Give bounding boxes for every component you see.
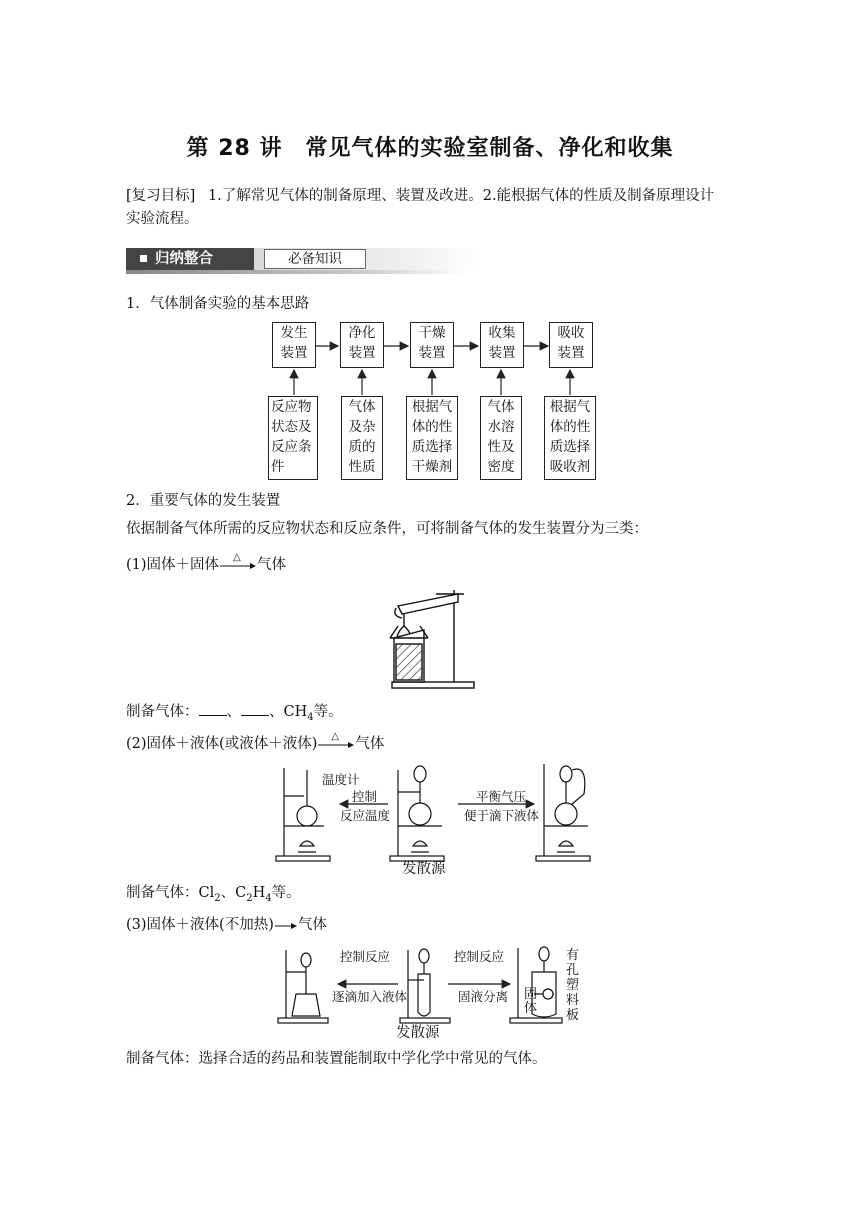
case3-right-arrow-bottom: 固液分离 [458,989,509,1004]
case2-right-arrow-top: 平衡气压 [476,789,527,804]
arrow-icon [274,918,298,932]
solid-label: 固体 [524,987,538,1016]
heat-arrow: △ [317,737,355,751]
box-purify: 净化 装置 [340,322,384,368]
plate-label: 有孔塑料板 [566,948,580,1023]
banner-right: 必备知识 [264,249,366,269]
case1-gases: 制备气体： 、 、$CH_4$等。 [126,701,343,729]
case2-left-arrow-bottom: 反应温度 [340,808,391,823]
box-absorb: 吸收 装置 [549,322,593,368]
case2-gases: 制备气体：$Cl_2$、$C_2H_4$等。 [126,885,301,904]
thermometer-label: 温度计 [322,772,360,787]
case3-right-arrow-top: 控制反应 [454,949,505,964]
review-label: [复习目标] [126,188,196,204]
section2-heading: 2．重要气体的发生装置 [126,493,281,509]
page-title: 第 28 讲 常见气体的实验室制备、净化和收集 [186,136,674,161]
case2-label: (2)固体＋液体(或液体＋液体) △ 气体 [126,731,385,752]
review-goals [126,185,746,207]
box-desiccant: 根据气 体的性 质选择 干燥剂 [406,396,458,480]
box-impurities: 气体 及杂 质的 性质 [341,396,383,480]
case2-right-arrow-bottom: 便于滴下液体 [464,808,540,823]
case1-label: (1)固体＋固体 △ 气体 [126,552,287,573]
square-icon [140,255,147,262]
apparatus-solid-liquid-unheated [274,944,594,1028]
case3-gases: 制备气体：选择合适的药品和装置能制取中学化学中常见的气体。 [126,1051,547,1067]
section2-intro: 依据制备气体所需的反应物状态和反应条件，可将制备气体的发生装置分为三类： [126,521,648,537]
banner-left: 归纳整合 [126,248,254,270]
section-banner [126,246,468,274]
box-dry: 干燥 装置 [410,322,454,368]
heat-arrow: △ [219,558,257,572]
box-reactants: 反应物 状态及 反应条 件 [268,396,318,480]
section1-heading: 1．气体制备实验的基本思路 [126,296,310,312]
box-generator: 发生 装置 [272,322,316,368]
case3-label: (3)固体＋液体(不加热) 气体 [126,917,327,933]
review-text-2: 实验流程。 [126,211,199,227]
apparatus-solid-solid [384,586,480,690]
case3-left-arrow-bottom: 逐滴加入液体 [332,989,408,1004]
case3-left-arrow-top: 控制反应 [340,949,391,964]
box-solubility: 气体 水溶 性及 密度 [480,396,522,480]
review-text-1: 1.了解常见气体的制备原理、装置及改进。2.能根据气体的性质及制备原理设计 [207,188,715,204]
box-collect: 收集 装置 [480,322,524,368]
box-absorbent: 根据气 体的性 质选择 吸收剂 [544,396,596,480]
banner-rule [126,270,468,274]
case3-source: 发散源 [396,1025,440,1041]
case2-left-arrow-top: 控制 [352,789,378,804]
case2-source: 发散源 [402,861,446,877]
